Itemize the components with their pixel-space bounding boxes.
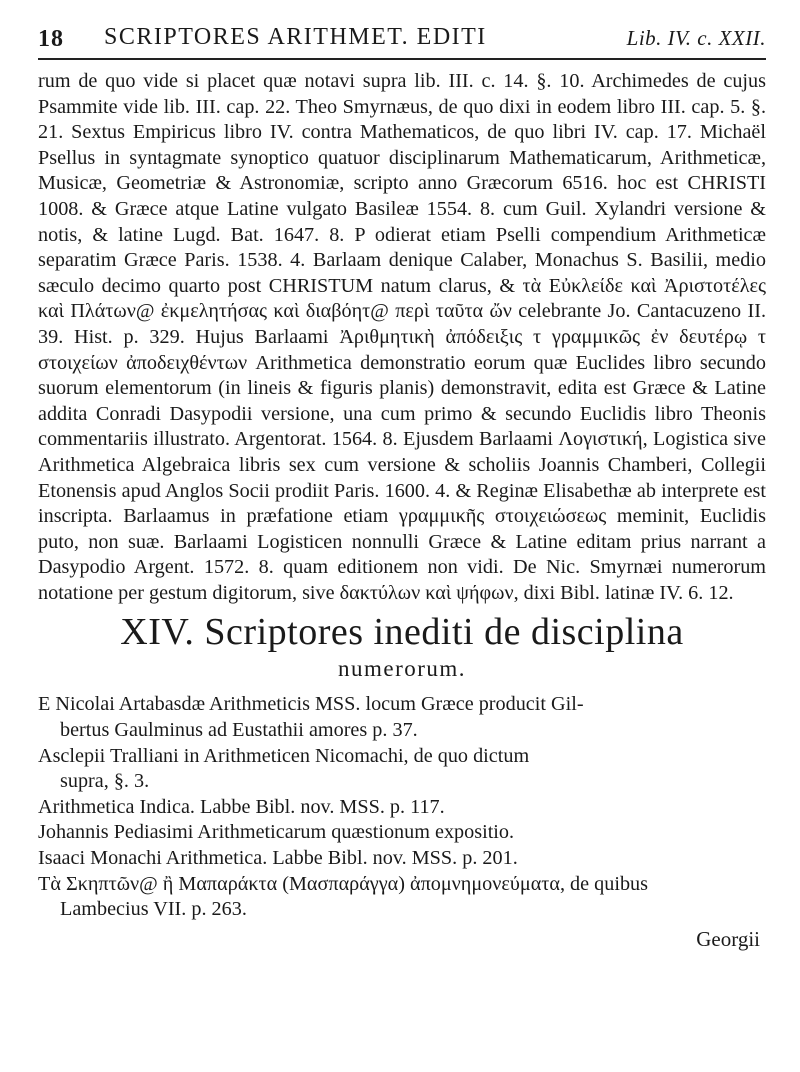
list-item <box>38 846 766 872</box>
running-header <box>38 18 766 60</box>
catchword: Georgii <box>696 926 760 951</box>
list-item <box>38 820 766 846</box>
section-subtitle: numerorum. <box>337 656 467 682</box>
entry-continuation: supra, §. 3. <box>60 770 150 793</box>
page-number: 18 <box>38 26 64 52</box>
entry-text: Asclepii Tralliani in Arithmeticen Nicomachi, de quo dictum <box>38 744 530 767</box>
list-item <box>38 744 766 795</box>
chapter-reference: Lib. IV. c. XXII. <box>626 26 766 50</box>
paragraph-text: rum de quo vide si placet quæ notavi supra lib. III. c. 14. §. 10. Archimedes de cujus Psammite vide lib. III. cap. 22. Theo Smyrnæus, de quo dixi in eodem libro III. cap. 5. §. 21. Sextus Empiricus libro IV. contra Mathematicos, de quo libri IV. cap. 17. Michaël Psellus in syntagmate synoptico quatuor disciplinarum Mathematicarum, Arithmeticæ, Musicæ, Geometriæ & Astronomiæ, scripto anno Græcorum 6516. hoc est CHRISTI 1008. & Græce atque Latine vulgato Basileæ 1554. 8. cum Guil. Xylandri versione & notis, & latine Lugd. Bat. 1647. 8. P odierat etiam Pselli compendium Arithmeticæ separatim Græce Paris. 1538. 4. Barlaam denique Calaber, Monachus S. Basilii, medio sæculo decimo quarto post CHRISTUM natum clarus, & τὰ Εὐκλείδε καὶ Ἀριστοτέλες καὶ Πλάτων@ ἐκμελητήσας καὶ διαβόητ@ περὶ ταῦτα ὤν celebrante Jo. Cantacuzeno II. 39. Hist. p. 329. Hujus Barlaami Ἀριθμητικὴ ἀπόδειξις τ γραμμικῶς ἐν δευτέρῳ τ στοιχείων ἀποδειχθέντων Arithmetica demonstratio eorum quæ Euclides libro secundo suorum elementorum (in lineis & figuris planis) demonstravit, edita est Græce & Latine addita Conradi Dasypodii versione, una cum primo & secundo Euclidis libro Theonis commentariis illustrato. Argentorat. 1564. 8. Ejusdem Barlaami Λογιστική, Logistica sive Arithmetica Algebraica libris sex cum versione & scholiis Joannis Chamberi, Collegii Etonensis apud Anglos Socii prodiit Paris. 1600. 4. & Reginæ Elisabethæ ab interprete est inscripta. Barlaamus in præfatione etiam γραμμικῆς στοιχειώσεως meminit, Euclidis puto, non suæ. Barlaami Logisticen nonnulli Græce & Latine editam prius narrant a Dasypodio Argent. 1572. 8. quam editionem non vidi. De Nic. Smyrnæi numerorum notatione per gestum digitorum, sive δακτύλων καὶ ψήφων, dixi Bibl. latinæ IV. 6. 12. <box>38 70 766 604</box>
running-title: SCRIPTORES ARITHMET. EDITI <box>104 24 487 50</box>
list-item <box>38 872 766 923</box>
entry-list <box>38 692 766 922</box>
section-title: XIV. Scriptores inediti de disciplina <box>120 611 684 654</box>
list-item <box>38 795 766 821</box>
main-paragraph <box>38 69 766 606</box>
list-item <box>38 692 766 743</box>
entry-text: Isaaci Monachi Arithmetica. Labbe Bibl. nov. MSS. p. 201. <box>38 847 518 870</box>
entry-text: Johannis Pediasimi Arithmeticarum quæstionum expositio. <box>38 821 515 844</box>
entry-text: Τὰ Σκηπτῶν@ ἢ Μαπαράκτα (Μασπαράγγα) ἀπομνημονεύματα, de quibus <box>38 872 649 895</box>
entry-text: Arithmetica Indica. Labbe Bibl. nov. MSS. p. 117. <box>38 795 445 818</box>
entry-text: E Nicolai Artabasdæ Arithmeticis MSS. locum Græce producit Gil- <box>38 693 584 716</box>
entry-continuation: Lambecius VII. p. 263. <box>60 898 247 921</box>
entry-continuation: bertus Gaulminus ad Eustathii amores p. 37. <box>60 719 418 742</box>
